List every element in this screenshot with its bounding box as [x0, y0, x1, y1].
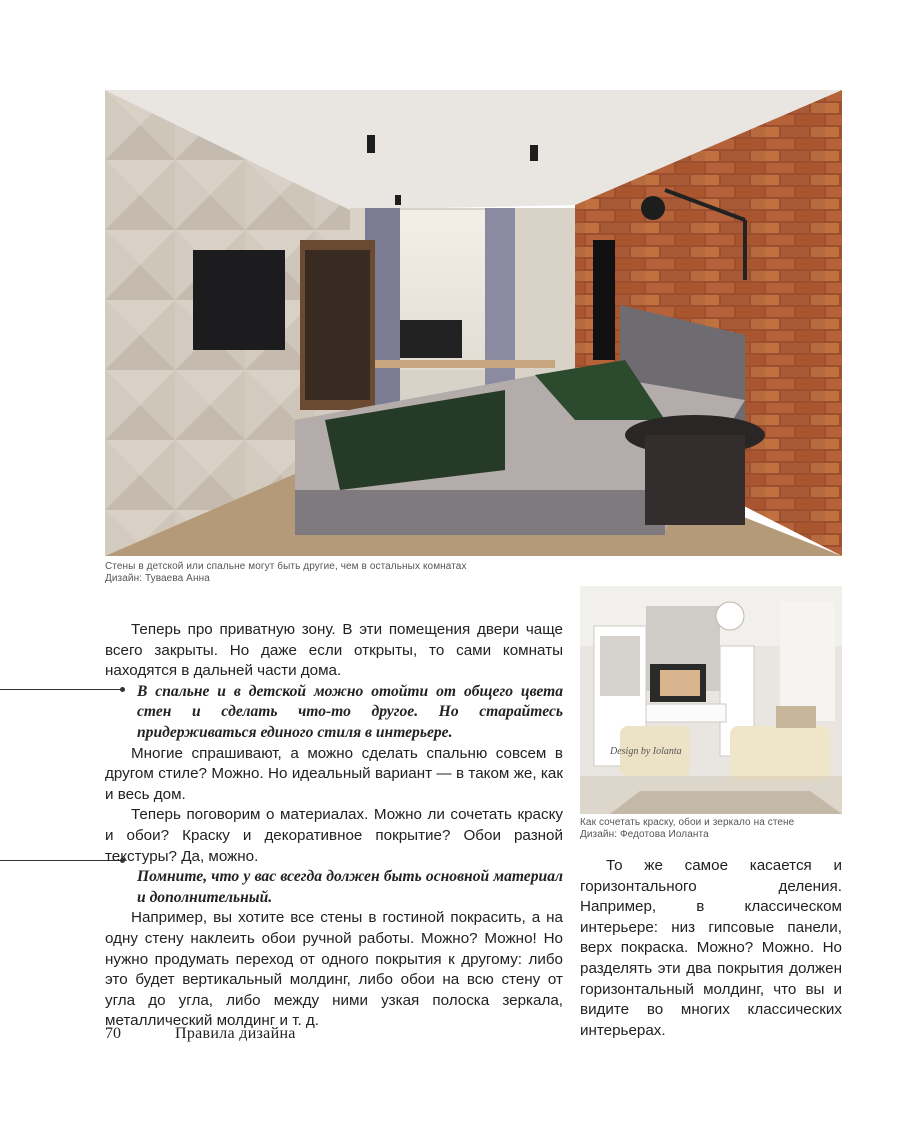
main-caption-text: Стены в детской или спальне могут быть другие, чем в остальных комнатах	[105, 561, 467, 572]
right-text-column	[580, 856, 842, 1041]
paragraph-private-zone: Теперь про приватную зону. В эти помещения двери чаще всего закрыты. Но даже если открыты, то сами комнаты находятся в дальней части дома.	[105, 621, 563, 680]
main-caption-designer: Дизайн: Туваева Анна	[105, 573, 210, 584]
emphasis-pointer-line	[0, 689, 122, 690]
watermark-text: Design by Iolanta	[610, 746, 682, 757]
side-photo-caption	[580, 817, 842, 841]
living-room-photo	[580, 586, 842, 814]
page-number: 70	[105, 1025, 121, 1042]
emphasis-main-material: Помните, что у вас всегда должен быть основной материал и дополнительный.	[137, 868, 563, 906]
paragraph-example-transition: Например, вы хотите все стены в гостиной покрасить, а на одну стену наклеить обои ручной работы. Можно? Можно! Но нужно продумать переход от одного покрытия к другому: либо это будет вертикальный молдинг, либо обои на всю стену от угла до угла, либо между ними узкая полоска зеркала, металлический молдинг и т. д.	[105, 909, 563, 1030]
paragraph-materials: Теперь поговорим о материалах. Можно ли сочетать краску и обои? Краску и декоративное покрытие? Обои разной текстуры? Да, можно.	[105, 806, 563, 865]
paragraph-bedroom-style: Многие спрашивают, а можно сделать спальню совсем в другом стиле? Можно. Но идеальный вариант — в таком же, как и весь дом.	[105, 744, 563, 803]
paragraph-horizontal-division: То же самое касается и горизонтального деления. Например, в классическом интерьере: низ гипсовые панели, верх покраска. Можно? Можно. Но разделять эти два покрытия должен горизонтальный молдинг, что вы и видите во многих классических интерьерах.	[580, 857, 842, 1039]
left-text-column	[105, 620, 563, 1032]
running-title: Правила дизайна	[175, 1025, 296, 1042]
main-photo-caption	[105, 561, 565, 585]
side-caption-designer: Дизайн: Федотова Иоланта	[580, 829, 709, 840]
side-caption-text: Как сочетать краску, обои и зеркало на стене	[580, 817, 795, 828]
emphasis-pointer-line	[0, 860, 122, 861]
emphasis-bedroom-color: В спальне и в детской можно отойти от общего цвета стен и сделать что-то другое. Но старайтесь придерживаться единого стиля в интерьере.	[137, 682, 563, 741]
bedroom-photo	[105, 90, 842, 556]
